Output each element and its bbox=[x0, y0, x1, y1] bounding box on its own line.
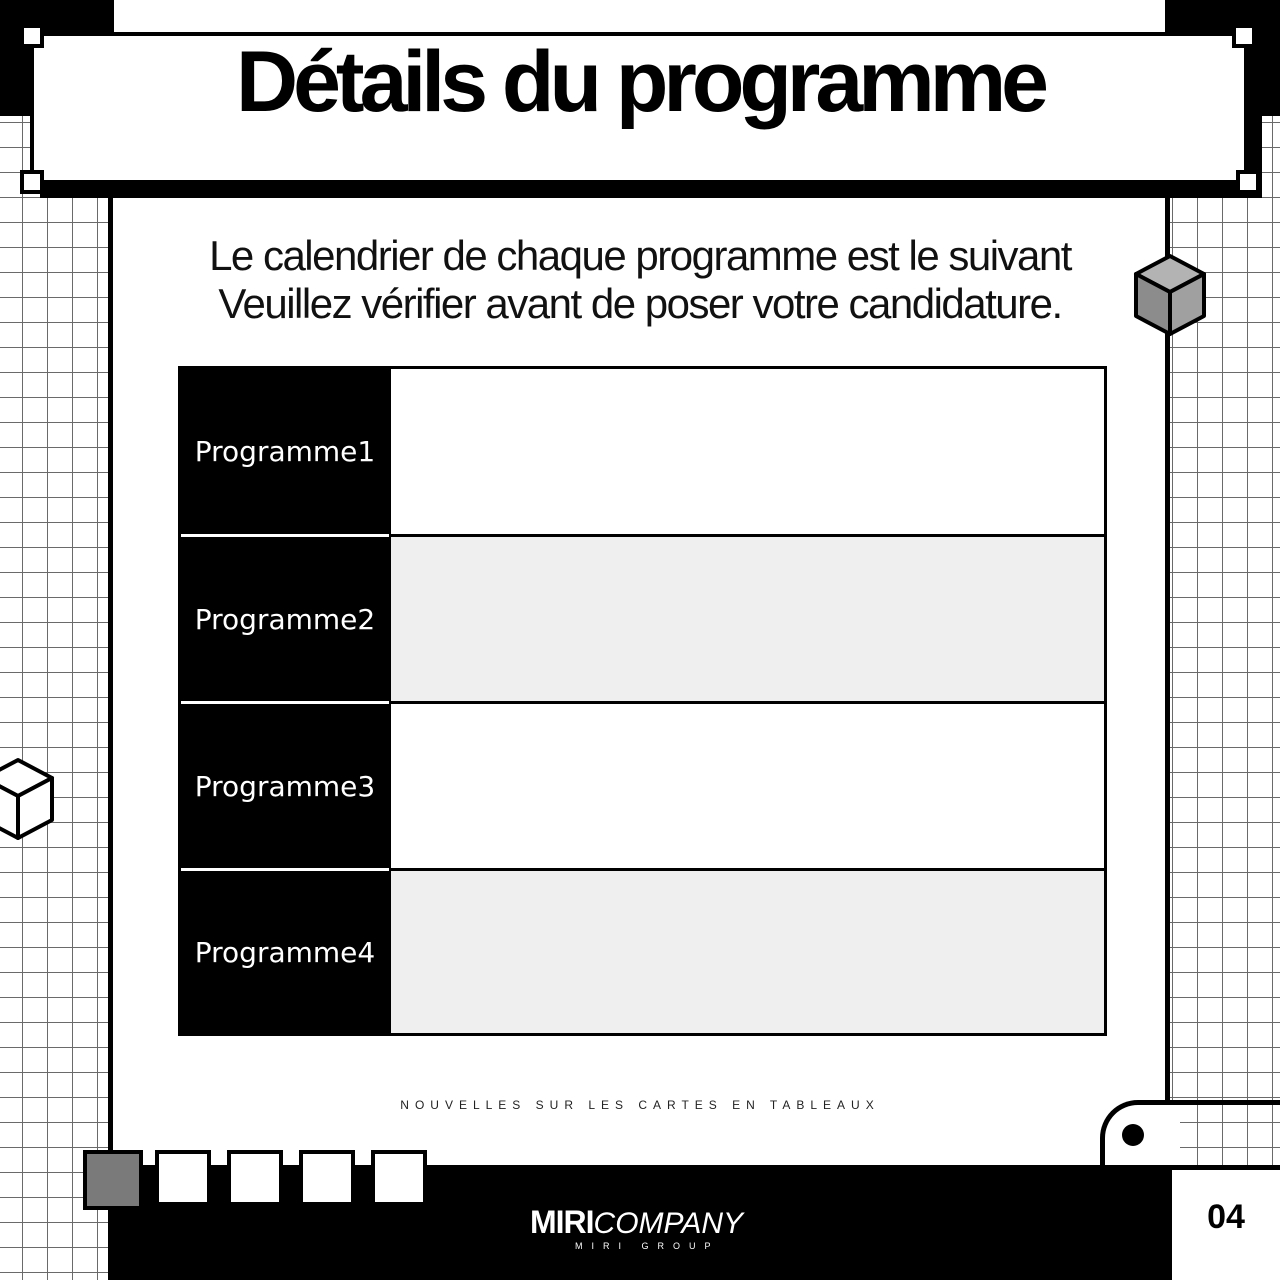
subtitle-line-1: Le calendrier de chaque programme est le suivant bbox=[209, 232, 1071, 279]
row-label: Programme4 bbox=[181, 871, 389, 1033]
brand-logo bbox=[530, 1204, 743, 1241]
pager-square-5[interactable] bbox=[371, 1150, 427, 1206]
brand-logo-mark: MIRI bbox=[530, 1204, 594, 1240]
footer-tagline: NOUVELLES SUR LES CARTES EN TABLEAUX bbox=[400, 1098, 880, 1112]
row-label: Programme1 bbox=[181, 369, 389, 534]
row-value-cell bbox=[391, 871, 1104, 1033]
page-title: Détails du programme bbox=[236, 34, 1044, 130]
cube-outline-icon bbox=[0, 756, 58, 842]
row-value-cell bbox=[391, 537, 1104, 701]
cube-icon bbox=[1130, 252, 1210, 338]
subtitle-line-2: Veuillez vérifier avant de poser votre candidature. bbox=[218, 280, 1062, 327]
pager-square-4[interactable] bbox=[299, 1150, 355, 1206]
banner-handle-bottom-left bbox=[20, 170, 44, 194]
notch-line bbox=[1140, 1100, 1280, 1105]
row-value-cell bbox=[391, 369, 1104, 534]
banner-handle-bottom-right bbox=[1236, 170, 1260, 194]
brand-logo-subtitle: MIRI GROUP bbox=[575, 1241, 720, 1251]
row-label: Programme2 bbox=[181, 537, 389, 701]
row-label: Programme3 bbox=[181, 704, 389, 868]
brand-logo-word: COMPANY bbox=[593, 1207, 744, 1240]
table-row bbox=[181, 537, 1104, 701]
page-subtitle bbox=[0, 232, 1280, 328]
pager-square-1[interactable] bbox=[83, 1150, 143, 1210]
program-schedule-table bbox=[178, 366, 1107, 1036]
table-row bbox=[181, 704, 1104, 868]
page-number: 04 bbox=[1207, 1198, 1245, 1236]
table-row bbox=[181, 369, 1104, 534]
row-value-cell bbox=[391, 704, 1104, 868]
pager-square-3[interactable] bbox=[227, 1150, 283, 1206]
dot-icon bbox=[1122, 1124, 1144, 1146]
pager-square-2[interactable] bbox=[155, 1150, 211, 1206]
table-row bbox=[181, 871, 1104, 1033]
